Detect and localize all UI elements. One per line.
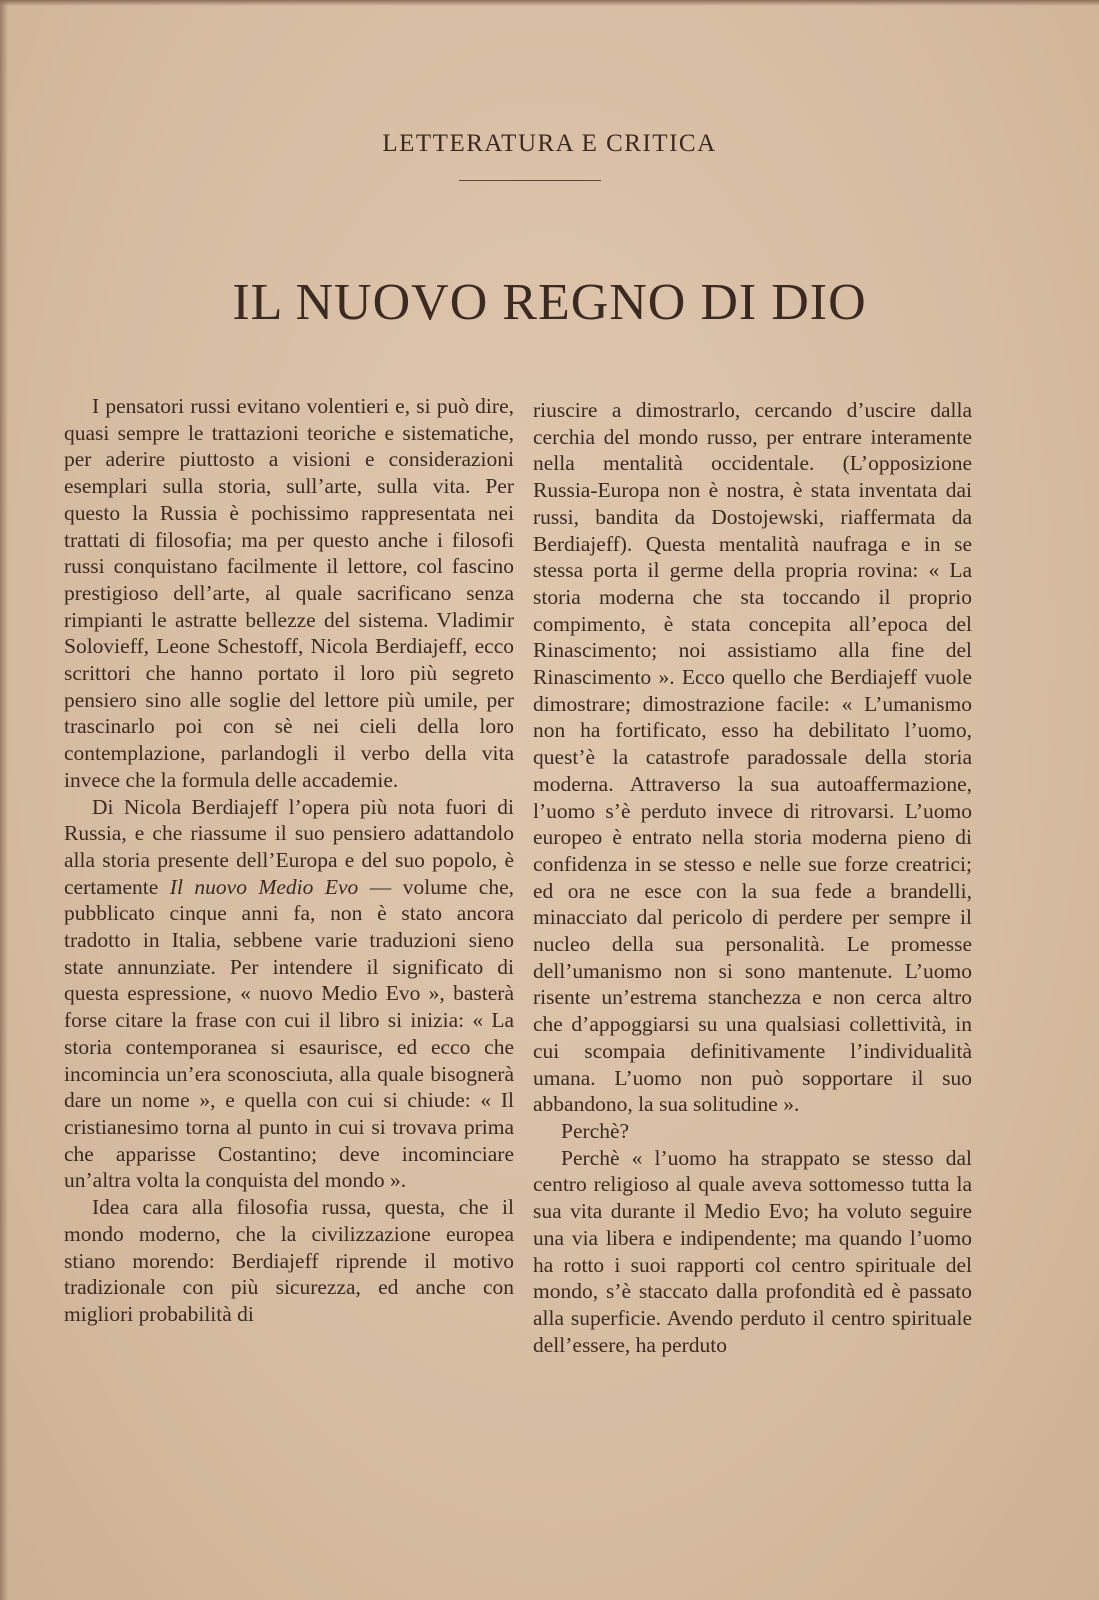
- paragraph: I pensatori russi evitano volentieri e, si può dire, quasi sempre le trattazioni teoriche e sistematiche, per aderire piuttosto a visioni e considerazioni esemplari sulla storia, sull’arte, sulla vita. Per questo la Russia è pochissimo rappresentata nei trattati di filosofia; ma per questo anche i filosofi russi conquistano facilmente il lettore, col fascino prestigioso dell’arte, al quale sacrificano senza rimpianti le astratte bellezze del sistema. Vladimir Solovieff, Leone Schestoff, Nicola Berdiajeff, ecco scrittori che hanno portato il loro più segreto pensiero sino alle soglie del lettore più umile, per trascinarlo poi con sè nei cieli della loro contemplazione, parlandogli il verbo della vita invece che la formula delle accademie.: [64, 394, 514, 792]
- paragraph: Idea cara alla filosofia russa, questa, che il mondo moderno, che la civilizzazione europea stiano morendo: Berdiajeff riprende il motivo tradizionale con più sicurezza, ed anche con migliori probabilità di: [64, 1195, 514, 1326]
- book-title: Il nuovo Medio Evo: [169, 874, 359, 899]
- paragraph-text: — volume che, pubblicato cinque anni fa, non è stato ancora tradotto in Italia, sebbene varie traduzioni sieno state annunziate. Per intendere il significato di questa espressione, « nuovo Medio Evo », basterà forse citare la frase con cui il libro si inizia: « La storia contemporanea si esaurisce, ed ecco che incomincia un’era sconosciuta, alla quale bisognerà dare un nome », e quella con cui si chiude: « Il cristianesimo torna al punto in cui si trovava prima che apparisse Costantino; deve incominciare un’altra volta la conquista del mondo ».: [64, 874, 514, 1193]
- right-column: [533, 397, 972, 1517]
- section-header: LETTERATURA E CRITICA: [382, 130, 717, 157]
- page-top-shadow: [0, 0, 1099, 6]
- paragraph: riuscire a dimostrarlo, cercando d’uscire dalla cerchia del mondo russo, per entrare interamente nella mentalità occidentale. (L’opposizione Russia-Europa non è nostra, è stata inventata dai russi, bandita da Dostojewski, riaffermata da Berdiajeff). Questa mentalità naufraga e in se stessa porta il germe della propria rovina: « La storia moderna che sta toccando il proprio compimento, è stata concepita all’epoca del Rinascimento; noi assistiamo alla fine del Rinascimento ». Ecco quello che Berdiajeff vuole dimostrare; dimostrazione facile: « L’umanismo non ha fortificato, esso ha debilitato l’uomo, quest’è la catastrofe paradossale della storia moderna. Attraverso la sua autoaffermazione, l’uomo s’è perduto invece di ritrovarsi. L’uomo europeo è entrato nella storia moderna pieno di confidenza in se stesso e nelle sue forze creatrici; ed ora ne esce con la sua fede a brandelli, minacciato dal pericolo di perdere per sempre il nucleo della sua personalità. Le promesse dell’umanismo non si sono mantenute. L’uomo risente un’estrema stanchezza e non cerca altro che d’appoggiarsi su una qualsiasi collettività, in cui scompaia definitivamente l’individualità umana. L’uomo non può sopportare il suo abbandono, la sua solitudine ».: [533, 398, 972, 1117]
- paragraph: [64, 794, 514, 1195]
- header-divider: [459, 180, 601, 181]
- paragraph-text: Di Nicola Berdiajeff l’opera più nota fuori di Russia, e che riassume il suo pensiero adattandolo alla storia presente dell’Europa e del suo popolo, è certamente: [64, 794, 514, 899]
- article-title: IL NUOVO REGNO DI DIO: [232, 274, 867, 331]
- page-edge-shadow: [0, 0, 8, 1600]
- paragraph: Perchè?: [561, 1118, 630, 1143]
- left-column: [64, 393, 514, 1513]
- paragraph: Perchè « l’uomo ha strappato se stesso dal centro religioso al quale aveva sottomesso tutta la sua vita durante il Medio Evo; ha voluto seguire una via libera e indipendente; ma quando l’uomo ha rotto i suoi rapporti col centro spirituale del mondo, s’è staccato dalla profondità ed è passato alla superficie. Avendo perduto il centro spirituale dell’essere, ha perduto: [533, 1145, 972, 1357]
